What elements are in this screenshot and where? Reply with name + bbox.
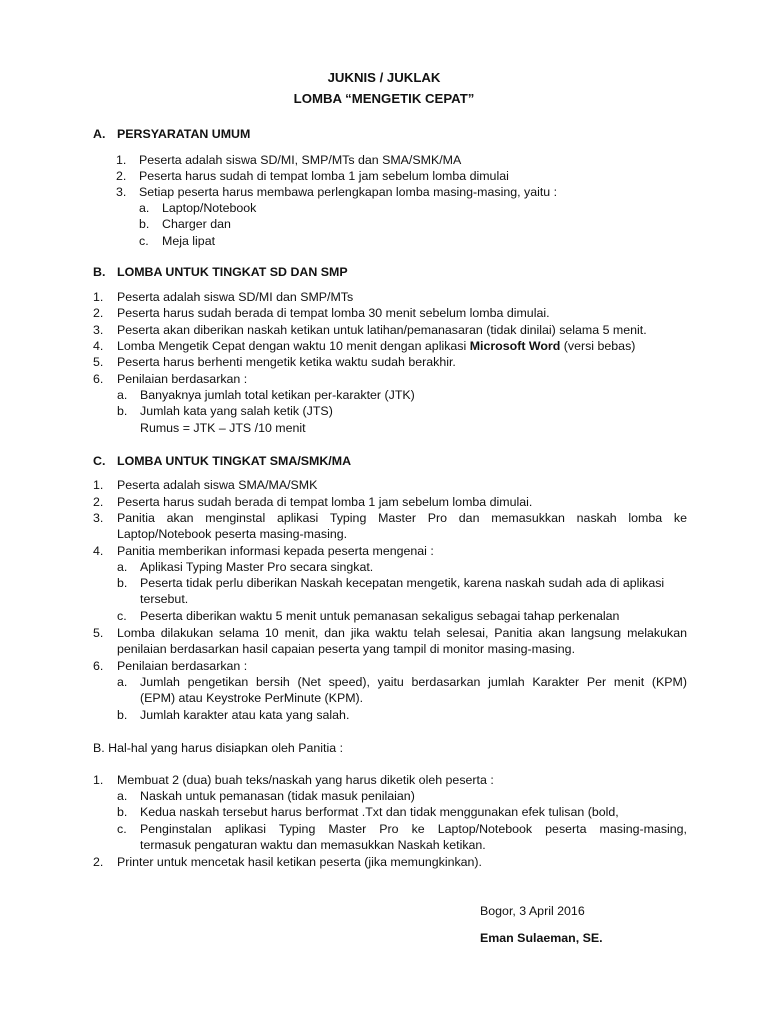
sublist-letter: a. xyxy=(139,201,150,215)
list-number: 2. xyxy=(93,855,104,869)
section-a-heading: PERSYARATAN UMUM xyxy=(117,127,251,141)
list-number: 1. xyxy=(93,290,104,304)
list-item: Peserta harus sudah berada di tempat lomba 30 menit sebelum lomba dimulai. xyxy=(117,306,550,320)
sublist-item: Naskah untuk pemanasan (tidak masuk penilaian) xyxy=(140,789,415,803)
list-item: Penilaian berdasarkan : xyxy=(117,659,248,673)
list-item: Membuat 2 (dua) buah teks/naskah yang harus diketik oleh peserta : xyxy=(117,773,494,787)
list-number: 3. xyxy=(93,323,104,337)
list-number: 4. xyxy=(93,339,104,353)
sublist-item: Laptop/Notebook xyxy=(162,201,257,215)
sublist-letter: a. xyxy=(117,675,128,689)
sublist-item-line: Peserta tidak perlu diberikan Naskah kecepatan mengetik, karena naskah sudah ada di aplikasi xyxy=(140,576,665,590)
sublist-item: Jumlah kata yang salah ketik (JTS) xyxy=(140,404,333,418)
sublist-item-line: tersebut. xyxy=(140,592,189,606)
signature-place-date: Bogor, 3 April 2016 xyxy=(480,904,585,918)
list-number: 6. xyxy=(93,372,104,386)
list-item: Peserta adalah siswa SMA/MA/SMK xyxy=(117,478,318,492)
list-item: Peserta harus sudah di tempat lomba 1 jam sebelum lomba dimulai xyxy=(139,169,509,183)
sublist-letter: b. xyxy=(117,708,128,722)
section-c-heading: LOMBA UNTUK TINGKAT SMA/SMK/MA xyxy=(117,454,352,468)
section-preparation-heading: B. Hal-hal yang harus disiapkan oleh Panitia : xyxy=(93,741,344,755)
list-number: 3. xyxy=(116,185,127,199)
list-item: Setiap peserta harus membawa perlengkapan lomba masing-masing, yaitu : xyxy=(139,185,558,199)
list-number: 2. xyxy=(93,495,104,509)
sublist-item-line: Penginstalan aplikasi Typing Master Pro ke Laptop/Notebook peserta masing-masing, xyxy=(140,822,687,836)
sublist-letter: b. xyxy=(139,217,150,231)
sublist-item-line: Jumlah pengetikan bersih (Net speed), yaitu berdasarkan jumlah Karakter Per menit (KPM) xyxy=(140,675,687,689)
list-item: Peserta harus berhenti mengetik ketika waktu sudah berakhir. xyxy=(117,355,456,369)
sublist-letter: a. xyxy=(117,789,128,803)
list-number: 1. xyxy=(116,153,127,167)
list-item: Lomba Mengetik Cepat dengan waktu 10 menit dengan aplikasi Microsoft Word (versi bebas) xyxy=(117,339,636,353)
sublist-letter: c. xyxy=(139,234,149,248)
list-number: 2. xyxy=(116,169,127,183)
document-title: JUKNIS / JUKLAK xyxy=(327,70,441,85)
sublist-item: Aplikasi Typing Master Pro secara singkat. xyxy=(140,560,374,574)
list-item: Penilaian berdasarkan : xyxy=(117,372,248,386)
section-b-letter: B. xyxy=(93,265,106,279)
sublist-item: Charger dan xyxy=(162,217,231,231)
sublist-letter: c. xyxy=(117,609,127,623)
signature-name: Eman Sulaeman, SE. xyxy=(480,931,603,945)
list-number: 4. xyxy=(93,544,104,558)
section-a-letter: A. xyxy=(93,127,106,141)
list-number: 5. xyxy=(93,355,104,369)
list-number: 1. xyxy=(93,478,104,492)
list-item-line: Lomba dilakukan selama 10 menit, dan jika waktu telah selesai, Panitia akan langsung melakukan xyxy=(117,626,687,640)
section-b-heading: LOMBA UNTUK TINGKAT SD DAN SMP xyxy=(117,265,348,279)
list-number: 2. xyxy=(93,306,104,320)
sublist-item: Peserta diberikan waktu 5 menit untuk pemanasan sekaligus sebagai tahap perkenalan xyxy=(140,609,620,623)
list-item: Peserta harus sudah berada di tempat lomba 1 jam sebelum lomba dimulai. xyxy=(117,495,533,509)
list-item: Panitia memberikan informasi kepada peserta mengenai : xyxy=(117,544,434,558)
document-subtitle: LOMBA “MENGETIK CEPAT” xyxy=(293,91,475,106)
sublist-letter: b. xyxy=(117,576,128,590)
sublist-item: Jumlah karakter atau kata yang salah. xyxy=(140,708,350,722)
sublist-letter: a. xyxy=(117,560,128,574)
list-number: 1. xyxy=(93,773,104,787)
sublist-item-line: (EPM) atau Keystroke PerMinute (KPM). xyxy=(140,691,364,705)
list-item-line: Laptop/Notebook peserta masing-masing. xyxy=(117,527,348,541)
sublist-letter: c. xyxy=(117,822,127,836)
sublist-item-line: termasuk pengaturan waktu dan memasukkan Naskah ketikan. xyxy=(140,838,486,852)
list-item: Printer untuk mencetak hasil ketikan peserta (jika memungkinkan). xyxy=(117,855,483,869)
list-item: Peserta adalah siswa SD/MI, SMP/MTs dan SMA/SMK/MA xyxy=(139,153,462,167)
list-number: 6. xyxy=(93,659,104,673)
list-item: Peserta akan diberikan naskah ketikan untuk latihan/pemanasaran (tidak dinilai) selama 5 menit. xyxy=(117,323,647,337)
sublist-item: Meja lipat xyxy=(162,234,216,248)
list-item-line: Panitia akan menginstal aplikasi Typing Master Pro dan memasukkan naskah lomba ke xyxy=(117,511,687,525)
sublist-letter: b. xyxy=(117,404,128,418)
list-number: 3. xyxy=(93,511,104,525)
list-number: 5. xyxy=(93,626,104,640)
formula-text: Rumus = JTK – JTS /10 menit xyxy=(140,421,306,435)
sublist-item: Kedua naskah tersebut harus berformat .Txt dan tidak menggunakan efek tulisan (bold, xyxy=(140,805,619,819)
sublist-letter: b. xyxy=(117,805,128,819)
sublist-item: Banyaknya jumlah total ketikan per-karakter (JTK) xyxy=(140,388,415,402)
list-item-line: penilaian berdasarkan hasil capaian peserta yang tampil di monitor masing-masing. xyxy=(117,642,576,656)
section-c-letter: C. xyxy=(93,454,106,468)
sublist-letter: a. xyxy=(117,388,128,402)
list-item: Peserta adalah siswa SD/MI dan SMP/MTs xyxy=(117,290,354,304)
